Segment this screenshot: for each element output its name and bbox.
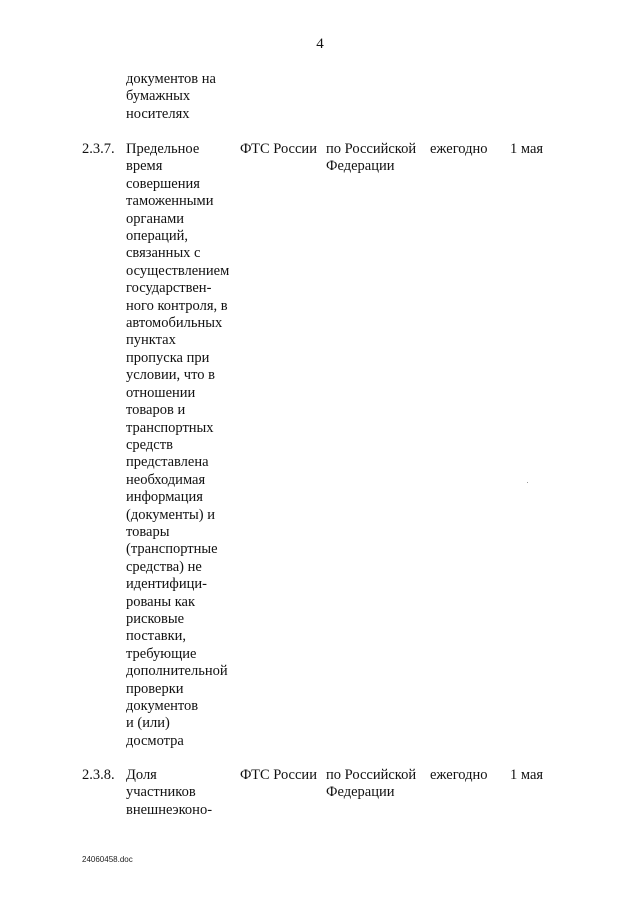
text-line: носителях bbox=[126, 105, 190, 122]
text-line: дополнительной bbox=[126, 663, 228, 680]
text-line: средств bbox=[126, 436, 173, 453]
text-line: бумажных bbox=[126, 88, 191, 105]
indicator-text bbox=[126, 767, 212, 819]
text-line: проверки bbox=[126, 680, 184, 697]
text-line: товары bbox=[126, 523, 170, 540]
text-line: (транспортные bbox=[126, 541, 218, 558]
text-line: внешнеэконо- bbox=[126, 801, 213, 818]
file-name-footer: 24060458.doc bbox=[82, 855, 133, 864]
text-line: документов bbox=[126, 698, 199, 714]
text-line: по Российской bbox=[326, 141, 417, 157]
text-line: участников bbox=[126, 784, 196, 801]
text-line: операций, bbox=[126, 228, 189, 245]
scope-cell bbox=[326, 141, 416, 176]
text-line: органами bbox=[126, 210, 185, 227]
text-line: поставки, bbox=[126, 628, 187, 645]
text-line: необходимая bbox=[126, 471, 206, 488]
text-line: по Российской bbox=[326, 767, 417, 783]
text-line: (документы) и bbox=[126, 506, 216, 523]
text-line: документов на bbox=[126, 71, 216, 87]
text-line: условии, что в bbox=[126, 367, 215, 384]
text-line: время bbox=[126, 158, 163, 175]
text-line: товаров и bbox=[126, 402, 186, 419]
text-line: осуществлением bbox=[126, 262, 230, 279]
text-line: пунктах bbox=[126, 332, 176, 349]
text-line: рисковые bbox=[126, 610, 185, 627]
text-line: отношении bbox=[126, 384, 196, 401]
text-line: транспортных bbox=[126, 419, 214, 436]
text-line: совершения bbox=[126, 175, 200, 192]
text-line: Предельное bbox=[126, 141, 200, 157]
scope-cell bbox=[326, 767, 416, 802]
scan-speck bbox=[527, 482, 528, 483]
text-line: досмотра bbox=[126, 732, 184, 749]
text-line: таможенными bbox=[126, 193, 214, 210]
text-line: представлена bbox=[126, 454, 209, 471]
text-line: рованы как bbox=[126, 593, 196, 610]
text-line: средства) не bbox=[126, 558, 202, 575]
row-number: 2.3.7. bbox=[82, 141, 115, 157]
text-line: и (или) bbox=[126, 715, 170, 732]
deadline-cell: 1 мая bbox=[510, 767, 544, 783]
deadline-cell: 1 мая bbox=[510, 141, 544, 157]
text-line: пропуска при bbox=[126, 349, 210, 366]
text-line: связанных с bbox=[126, 245, 201, 262]
page-number: 4 bbox=[316, 36, 324, 52]
text-line: ного контроля, в bbox=[126, 297, 228, 314]
row-number: 2.3.8. bbox=[82, 767, 115, 783]
text-line: Федерации bbox=[326, 784, 395, 801]
frequency-cell: ежегодно bbox=[430, 767, 488, 783]
indicator-text bbox=[126, 141, 229, 750]
text-line: Доля bbox=[126, 767, 157, 783]
text-line: информация bbox=[126, 489, 203, 506]
agency-cell: ФТС России bbox=[240, 141, 317, 157]
text-line: автомобильных bbox=[126, 315, 223, 332]
frequency-cell: ежегодно bbox=[430, 141, 488, 157]
text-line: идентифици- bbox=[126, 576, 207, 593]
text-line: Федерации bbox=[326, 158, 395, 175]
agency-cell: ФТС России bbox=[240, 767, 317, 783]
text-line: требующие bbox=[126, 645, 197, 662]
text-line: государствен- bbox=[126, 280, 212, 297]
continuation-text bbox=[126, 71, 216, 123]
